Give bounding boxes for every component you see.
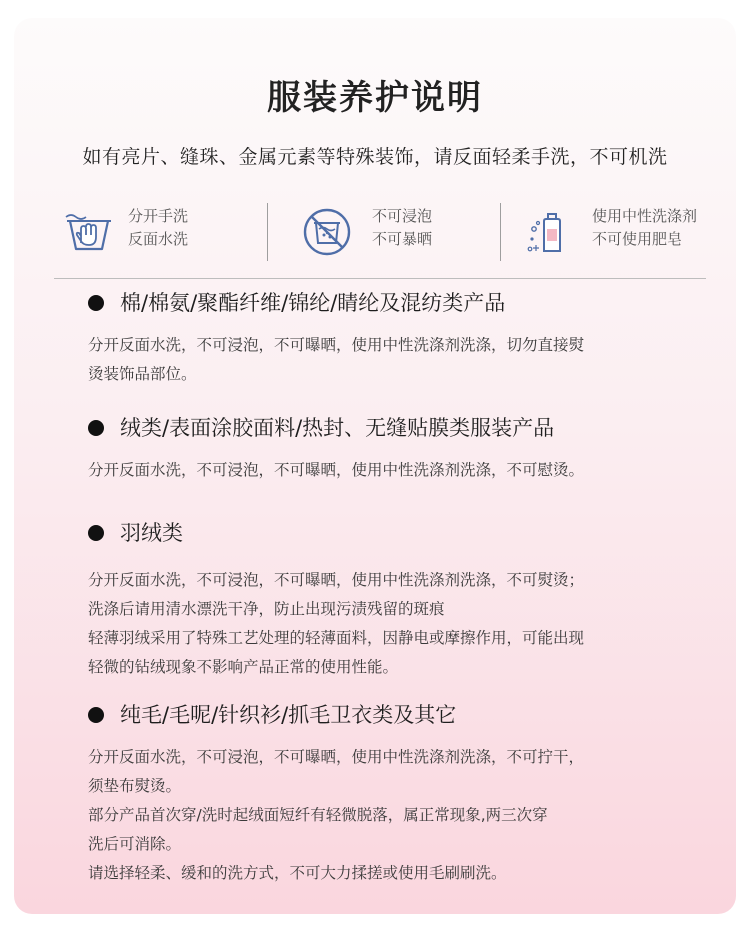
care-label-1a: 分开手洗 xyxy=(128,207,189,225)
section-text-line: 分开反面水洗，不可浸泡，不可曝晒，使用中性洗涤剂洗涤，切勿直接熨 xyxy=(88,336,585,354)
section-text-line: 分开反面水洗，不可浸泡，不可曝晒，使用中性洗涤剂洗涤，不可熨烫； xyxy=(88,571,585,589)
section-text-line: 洗后可消除。 xyxy=(88,835,182,853)
bullet-dot xyxy=(88,707,104,723)
section-text-line: 轻微的钻绒现象不影响产品正常的使用性能。 xyxy=(88,658,399,676)
bullet-dot xyxy=(88,420,104,436)
section-text-line: 须垫布熨烫。 xyxy=(88,777,182,795)
care-label-2b: 不可暴晒 xyxy=(372,230,433,248)
section-title: 绒类/表面涂胶面料/热封、无缝贴膜类服装产品 xyxy=(88,413,698,443)
bullet-dot xyxy=(88,525,104,541)
section-text-line: 部分产品首次穿/洗时起绒面短纤有轻微脱落，属正常现象,两三次穿 xyxy=(88,806,548,824)
section-down xyxy=(88,518,698,682)
section-text-line: 烫装饰品部位。 xyxy=(88,365,197,383)
care-label-3a: 使用中性洗涤剂 xyxy=(592,207,698,225)
care-label-2a: 不可浸泡 xyxy=(372,207,433,225)
care-label-3b: 不可使用肥皂 xyxy=(592,230,683,248)
section-title: 纯毛/毛呢/针织衫/抓毛卫衣类及其它 xyxy=(88,700,698,730)
care-icons-row xyxy=(54,203,706,279)
section-text-line: 分开反面水洗，不可浸泡，不可曝晒，使用中性洗涤剂洗涤，不可慰烫。 xyxy=(88,461,585,479)
section-title: 羽绒类 xyxy=(88,518,698,548)
special-decoration-notice: 如有亮片、缝珠、金属元素等特殊装饰，请反面轻柔手洗，不可机洗 xyxy=(82,146,668,168)
bullet-dot xyxy=(88,295,104,311)
detergent-bottle-icon xyxy=(524,207,574,257)
page-title: 服装养护说明 xyxy=(267,78,483,118)
hand-wash-basin-icon xyxy=(64,207,114,257)
section-wool-knit xyxy=(88,700,698,888)
section-text-line: 请选择轻柔、缓和的洗方式，不可大力揉搓或使用毛刷刷洗。 xyxy=(88,864,507,882)
section-cotton xyxy=(88,288,698,389)
section-title: 棉/棉氨/聚酯纤维/锦纶/睛纶及混纺类产品 xyxy=(88,288,698,318)
care-instructions-card xyxy=(14,18,736,914)
care-divider xyxy=(500,203,501,261)
care-item-detergent xyxy=(524,203,714,263)
section-text-line: 轻薄羽绒采用了特殊工艺处理的轻薄面料，因静电或摩擦作用，可能出现 xyxy=(88,629,585,647)
care-item-hand-wash xyxy=(64,203,264,263)
care-label-1b: 反面水洗 xyxy=(128,230,189,248)
care-item-no-soak xyxy=(302,203,502,263)
no-soak-icon xyxy=(302,207,352,257)
section-text-line: 洗涤后请用清水漂洗干净，防止出现污渍残留的斑痕 xyxy=(88,600,445,618)
section-velvet-coated xyxy=(88,413,698,485)
care-divider xyxy=(267,203,268,261)
section-text-line: 分开反面水洗，不可浸泡，不可曝晒，使用中性洗涤剂洗涤，不可拧干， xyxy=(88,748,585,766)
